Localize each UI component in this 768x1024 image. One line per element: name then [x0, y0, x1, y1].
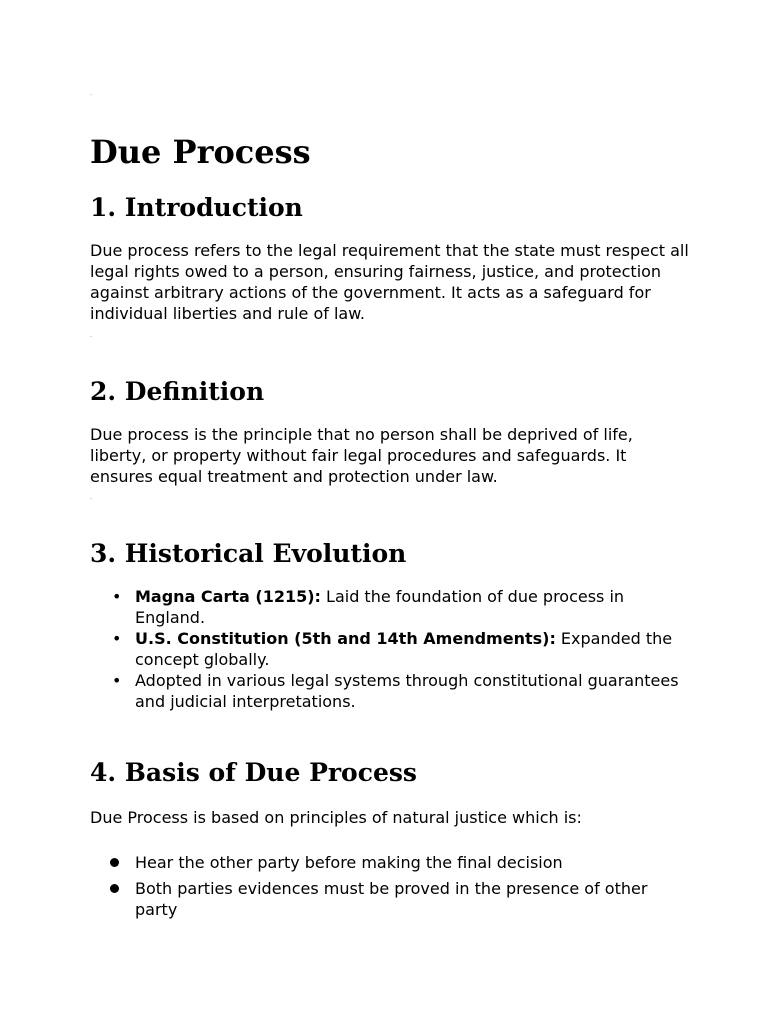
basis-list [90, 852, 690, 925]
basis-intro: Due Process is based on principles of natural justice which is: [90, 808, 582, 827]
definition-heading: 2. Definition [90, 377, 265, 406]
list-item-bold: Magna Carta (1215): [135, 587, 321, 606]
page-mark [90, 94, 92, 95]
list-item-text: Laid the foundation of due process in England. [135, 587, 625, 627]
section-mark [90, 498, 92, 499]
list-item-text: Hear the other party before making the final decision [135, 853, 563, 872]
basis-heading: 4. Basis of Due Process [90, 758, 418, 787]
introduction-paragraph: Due process refers to the legal requirement that the state must respect all legal rights owed to a person, ensuring fairness, justice, and protection against arbitrary actions of the government. It acts as a safeguard for individual liberties and rule of law. [90, 241, 689, 323]
definition-paragraph: Due process is the principle that no person shall be deprived of life, liberty, or property without fair legal procedures and safeguards. It ensures equal treatment and protection under law. [90, 425, 633, 486]
list-item-text: Adopted in various legal systems through constitutional guarantees and judicial interpretations. [135, 671, 679, 711]
list-item-text: Both parties evidences must be proved in the presence of other party [135, 879, 648, 919]
list-item-text: Expanded the concept globally. [135, 629, 673, 669]
introduction-heading: 1. Introduction [90, 193, 303, 222]
list-item [90, 670, 690, 712]
bullet-icon [110, 884, 119, 893]
bullet-icon: • [112, 671, 122, 690]
bullet-icon [110, 858, 119, 867]
list-item [90, 586, 690, 628]
section-mark [90, 336, 92, 337]
list-item [90, 628, 690, 670]
bullet-icon: • [112, 587, 122, 606]
page-title: Due Process [90, 133, 311, 171]
list-item-bold: U.S. Constitution (5th and 14th Amendments): [135, 629, 556, 648]
list-item [90, 852, 690, 873]
bullet-icon: • [112, 629, 122, 648]
history-list [90, 586, 690, 712]
history-heading: 3. Historical Evolution [90, 539, 407, 568]
list-item [90, 878, 690, 920]
